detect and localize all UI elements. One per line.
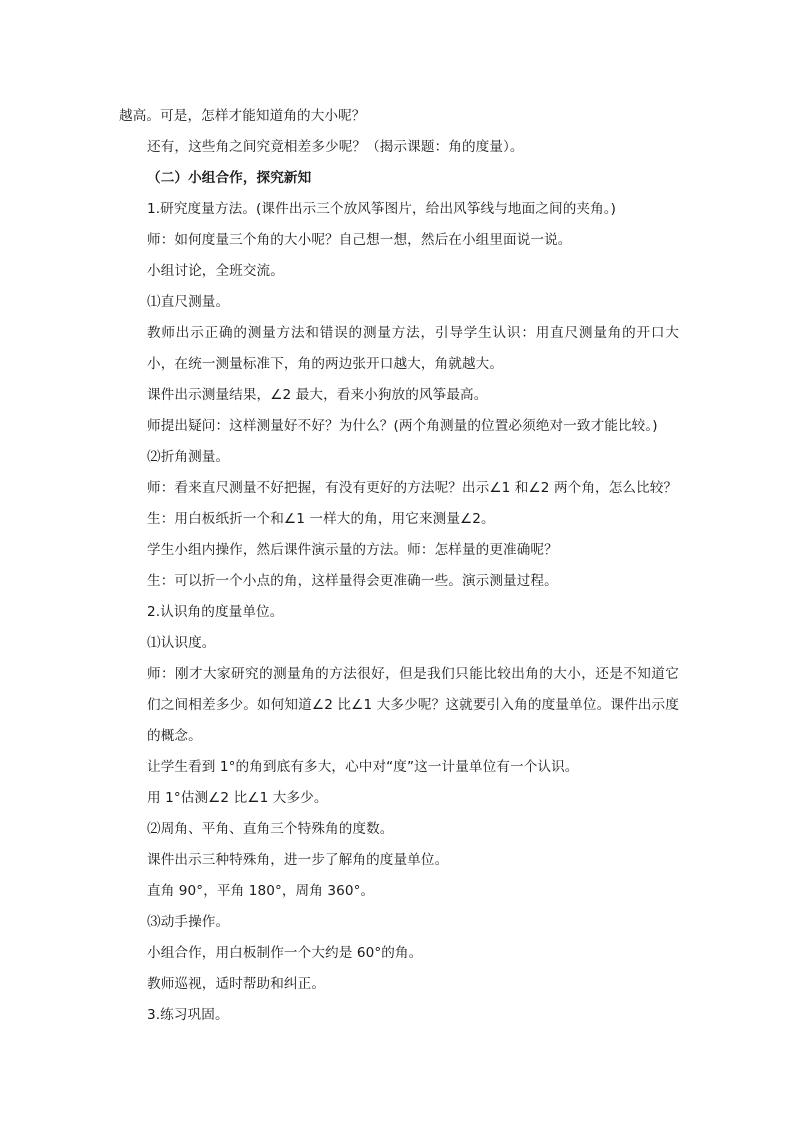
paragraph: 教师巡视，适时帮助和纠正。 — [147, 976, 326, 992]
paragraph: ⑴认识度。 — [147, 635, 216, 651]
paragraph: ⑵折角测量。 — [147, 449, 230, 465]
paragraph: 1.研究度量方法。(课件出示三个放风筝图片，给出风筝线与地面之间的夹角。) — [147, 201, 617, 217]
paragraph: 越高。可是，怎样才能知道角的大小呢？ — [119, 108, 366, 124]
section-heading: （二）小组合作，探究新知 — [147, 170, 312, 186]
paragraph: 课件出示三种特殊角，进一步了解角的度量单位。 — [147, 852, 449, 868]
paragraph: ⑶动手操作。 — [147, 914, 230, 930]
paragraph: 生：用白板纸折一个和∠1 一样大的角，用它来测量∠2。 — [147, 511, 495, 527]
paragraph: 师：刚才大家研究的测量角的方法很好，但是我们只能比较出角的大小，还是不知道它们之间相差多少。如何知道∠2 比∠1 大多少呢？这就要引入角的度量单位。课件出示度的概念。 — [147, 666, 679, 744]
paragraph: 教师出示正确的测量方法和错误的测量方法，引导学生认识：用直尺测量角的开口大小，在统一测量标准下，角的两边张开口越大，角就越大。 — [147, 325, 679, 372]
paragraph: 小组讨论，全班交流。 — [147, 263, 284, 279]
paragraph: 直角 90°，平角 180°，周角 360°。 — [147, 883, 375, 899]
paragraph: ⑵周角、平角、直角三个特殊角的度数。 — [147, 821, 394, 837]
paragraph: 师：如何度量三个角的大小呢？自己想一想，然后在小组里面说一说。 — [147, 232, 572, 248]
paragraph: 2.认识角的度量单位。 — [147, 604, 284, 620]
paragraph: 学生小组内操作，然后课件演示量的方法。师：怎样量的更准确呢？ — [147, 542, 558, 558]
paragraph: 用 1°估测∠2 比∠1 大多少。 — [147, 790, 328, 806]
paragraph: 还有，这些角之间究竟相差多少呢？（揭示课题：角的度量）。 — [147, 139, 524, 155]
paragraph: 课件出示测量结果，∠2 最大，看来小狗放的风筝最高。 — [147, 387, 488, 403]
paragraph: 让学生看到 1°的角到底有多大，心中对“度”这一计量单位有一个认识。 — [147, 759, 579, 775]
paragraph: 生：可以折一个小点的角，这样量得会更准确一些。演示测量过程。 — [147, 573, 558, 589]
document-body — [119, 101, 679, 1031]
paragraph: 师：看来直尺测量不好把握，有没有更好的方法呢？出示∠1 和∠2 两个角，怎么比较？ — [147, 480, 678, 496]
paragraph: ⑴直尺测量。 — [147, 294, 230, 310]
paragraph: 小组合作，用白板制作一个大约是 60°的角。 — [147, 945, 423, 961]
paragraph: 师提出疑问：这样测量好不好？为什么？(两个角测量的位置必须绝对一致才能比较。) — [147, 418, 658, 434]
paragraph: 3.练习巩固。 — [147, 1007, 229, 1023]
